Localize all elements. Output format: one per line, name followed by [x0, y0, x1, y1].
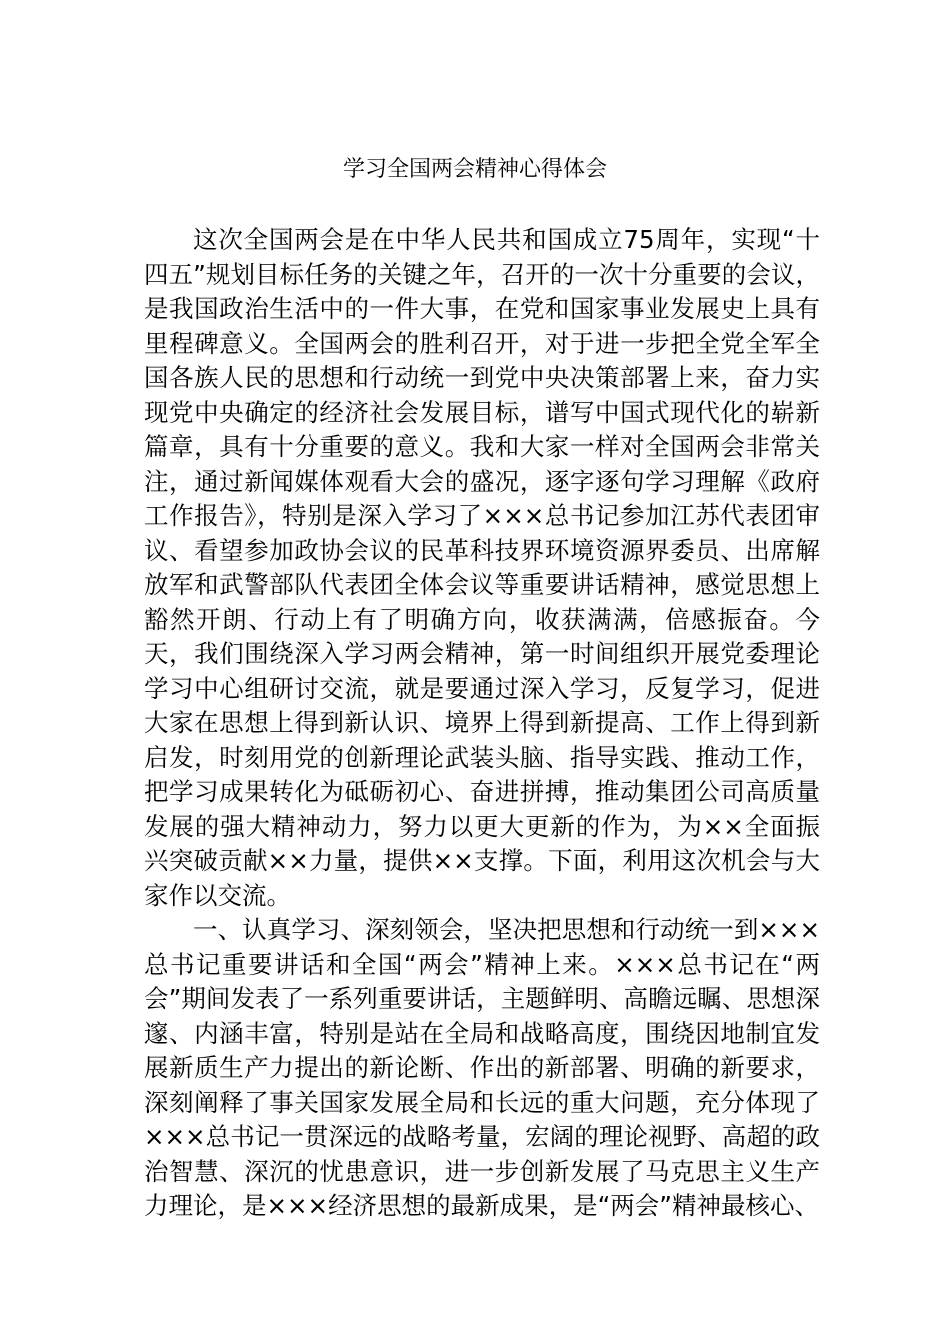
paragraph-intro: 这次全国两会是在中华人民共和国成立75周年，实现“十四五”规划目标任务的关键之年，召开的一次十分重要的会议，是我国政治生活中的一件大事，在党和国家事业发展史上具有里程碑意义。全国两会的胜利召开，对于进一步把全党全军全国各族人民的思想和行动统一到党中央决策部署上来，奋力实现党中央确定的经济社会发展目标，谱写中国式现代化的崭新篇章，具有十分重要的意义。我和大家一样对全国两会非常关注，通过新闻媒体观看大会的盛况，逐字逐句学习理解《政府工作报告》，特别是深入学习了×××总书记参加江苏代表团审议、看望参加政协会议的民革科技界环境资源界委员、出席解放军和武警部队代表团全体会议等重要讲话精神，感觉思想上豁然开朗、行动上有了明确方向，收获满满，倍感振奋。今天，我们围绕深入学习两会精神，第一时间组织开展党委理论学习中心组研讨交流，就是要通过深入学习，反复学习，促进大家在思想上得到新认识、境界上得到新提高、工作上得到新启发，时刻用党的创新理论武装头脑、指导实践、推动工作，把学习成果转化为砥砺初心、奋进拼搏，推动集团公司高质量发展的强大精神动力，努力以更大更新的作为，为××全面振兴突破贡献××力量，提供××支撑。下面，利用这次机会与大家作以交流。 — [144, 225, 820, 910]
paragraph-section-one: 一、认真学习、深刻领会，坚决把思想和行动统一到×××总书记重要讲话和全国“两会”精神上来。×××总书记在“两会”期间发表了一系列重要讲话，主题鲜明、高瞻远瞩、思想深邃、内涵丰富，特别是站在全局和战略高度，围绕因地制宜发展新质生产力提出的新论断、作出的新部署、明确的新要求，深刻阐释了事关国家发展全局和长远的重大问题，充分体现了×××总书记一贯深远的战略考量，宏阔的理论视野、高超的政治智慧、深沉的忧患意识，进一步创新发展了马克思主义生产力理论，是×××经济思想的最新成果，是“两会”精神最核心、 — [144, 915, 820, 1220]
document-body — [144, 223, 820, 1224]
document-title: 学习全国两会精神心得体会 — [342, 157, 607, 182]
